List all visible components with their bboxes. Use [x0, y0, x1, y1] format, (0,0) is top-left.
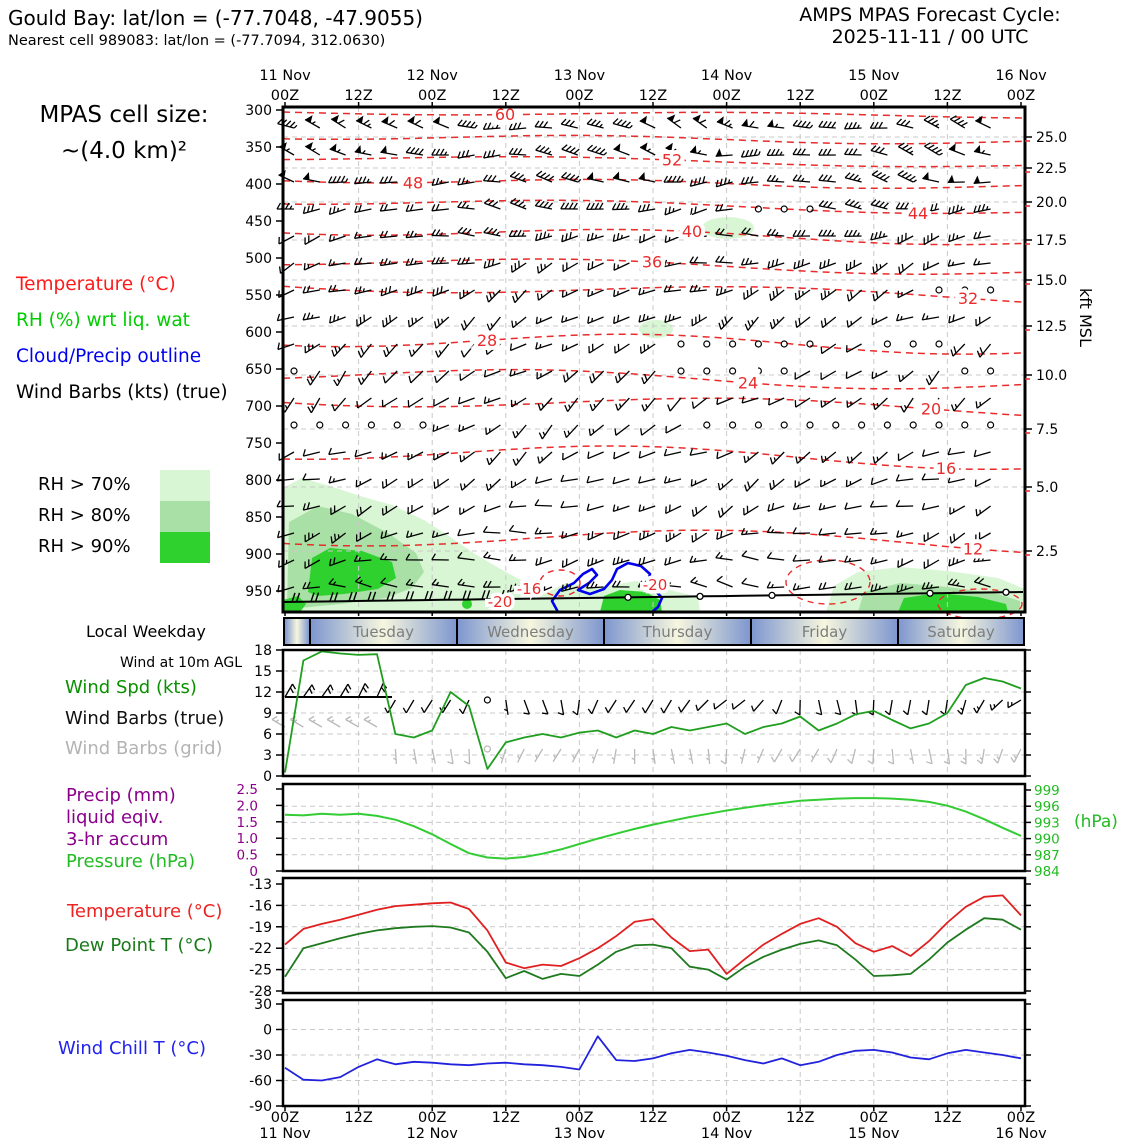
svg-text:11 Nov: 11 Nov [259, 1126, 311, 1140]
barbs-true-label: Wind Barbs (true) [65, 708, 225, 729]
svg-text:-28: -28 [249, 983, 272, 1000]
svg-text:950: 950 [245, 584, 272, 600]
svg-text:12Z: 12Z [344, 88, 373, 104]
svg-text:36: 36 [641, 252, 663, 272]
weekday-segment-wednesday: Wednesday [456, 619, 603, 644]
svg-text:-19: -19 [249, 919, 272, 936]
svg-text:24: 24 [737, 373, 759, 393]
svg-text:12 Nov: 12 Nov [406, 1126, 458, 1140]
svg-text:30: 30 [254, 997, 272, 1013]
svg-text:990: 990 [1034, 831, 1060, 848]
svg-text:850: 850 [245, 510, 272, 526]
svg-text:-16: -16 [249, 898, 272, 915]
svg-text:14 Nov: 14 Nov [700, 68, 753, 84]
page-title: Gould Bay: lat/lon = (-77.7048, -47.9055) [8, 6, 423, 30]
svg-text:2.5: 2.5 [1036, 544, 1059, 560]
svg-text:14 Nov: 14 Nov [700, 1126, 753, 1140]
svg-text:700: 700 [245, 399, 272, 415]
rh70-label: RH > 70% [38, 474, 131, 495]
cell-size-label [14, 98, 234, 169]
svg-text:15: 15 [254, 664, 272, 680]
weekday-segment-thursday: Thursday [603, 619, 750, 644]
svg-text:15 Nov: 15 Nov [848, 68, 900, 84]
local-weekday-label: Local Weekday [86, 622, 206, 641]
svg-text:32: 32 [957, 288, 979, 308]
pressure-label: Pressure (hPa) [66, 851, 196, 872]
hpa-unit-label: (hPa) [1074, 812, 1118, 832]
barbs-grid-label: Wind Barbs (grid) [65, 738, 223, 759]
windchill-label: Wind Chill T (°C) [58, 1038, 206, 1059]
svg-text:10.0: 10.0 [1036, 368, 1068, 384]
svg-text:300: 300 [245, 103, 272, 119]
svg-text:12Z: 12Z [638, 88, 668, 104]
svg-text:996: 996 [1034, 799, 1060, 816]
svg-text:12 Nov: 12 Nov [406, 68, 458, 84]
svg-text:600: 600 [245, 325, 272, 341]
svg-text:44: 44 [907, 203, 929, 223]
svg-text:16: 16 [935, 459, 957, 479]
svg-text:800: 800 [245, 473, 272, 489]
svg-text:987: 987 [1034, 847, 1060, 864]
svg-text:60: 60 [494, 105, 516, 125]
svg-text:2.5: 2.5 [236, 782, 258, 798]
svg-text:350: 350 [245, 140, 272, 156]
weekday-band [283, 617, 1025, 646]
rh70-swatch [160, 470, 210, 501]
page-subtitle: Nearest cell 989083: lat/lon = (-77.7094, 312.0630) [8, 33, 386, 49]
svg-text:00Z: 00Z [859, 1110, 888, 1126]
svg-text:11 Nov: 11 Nov [259, 68, 311, 84]
svg-text:7.5: 7.5 [1036, 422, 1059, 438]
cell-size-line1: MPAS cell size: [39, 102, 209, 128]
windspd-label: Wind Spd (kts) [65, 677, 197, 698]
svg-text:750: 750 [245, 436, 272, 452]
svg-text:0: 0 [263, 1022, 272, 1039]
precip-label-1: Precip (mm) [66, 785, 176, 806]
svg-text:550: 550 [245, 288, 272, 304]
legend-temperature: Temperature (°C) [16, 274, 176, 295]
rh90-swatch [160, 532, 210, 563]
svg-text:00Z: 00Z [418, 1110, 447, 1126]
svg-text:12Z: 12Z [933, 1110, 962, 1126]
svg-text:16 Nov: 16 Nov [995, 1126, 1047, 1140]
svg-text:-60: -60 [249, 1073, 272, 1090]
dewpoint-label: Dew Point T (°C) [65, 935, 214, 956]
svg-text:12Z: 12Z [933, 88, 962, 104]
svg-text:-25: -25 [249, 962, 272, 979]
rh90-label: RH > 90% [38, 536, 131, 557]
svg-text:2.0: 2.0 [236, 798, 258, 815]
svg-text:16 Nov: 16 Nov [995, 68, 1047, 84]
svg-text:9: 9 [263, 706, 272, 722]
forecast-cycle [730, 4, 1130, 48]
wind10m-title: Wind at 10m AGL [120, 655, 243, 671]
svg-text:-30: -30 [249, 1048, 272, 1064]
svg-text:28: 28 [476, 330, 498, 350]
svg-text:13 Nov: 13 Nov [553, 68, 606, 84]
legend-windbarbs: Wind Barbs (kts) (true) [16, 382, 228, 403]
forecast-cycle-line1: AMPS MPAS Forecast Cycle: [799, 4, 1061, 26]
svg-text:40: 40 [681, 222, 703, 242]
rh80-label: RH > 80% [38, 505, 131, 526]
svg-text:00Z: 00Z [565, 88, 594, 104]
svg-text:13 Nov: 13 Nov [553, 1126, 606, 1140]
kft-axis-label: kft MSL [1076, 288, 1095, 347]
svg-text:400: 400 [245, 177, 272, 193]
svg-text:999: 999 [1034, 783, 1060, 799]
svg-text:-22: -22 [249, 941, 272, 958]
windchill-panel [249, 997, 1047, 1140]
temperature-panel [249, 877, 1031, 1000]
weekday-segment-saturday: Saturday [897, 619, 1023, 644]
svg-text:12Z: 12Z [344, 1110, 373, 1126]
legend-rh: RH (%) wrt liq. wat [16, 310, 190, 331]
weekday-segment-friday: Friday [750, 619, 897, 644]
svg-text:984: 984 [1034, 864, 1060, 880]
svg-text:12Z: 12Z [638, 1110, 668, 1126]
svg-text:12.5: 12.5 [1036, 319, 1068, 335]
temp-label: Temperature (°C) [67, 901, 223, 922]
svg-text:15 Nov: 15 Nov [848, 1126, 900, 1140]
svg-text:3: 3 [263, 748, 272, 764]
precip-pressure-panel [237, 782, 1060, 880]
svg-text:12: 12 [962, 539, 984, 559]
svg-text:650: 650 [245, 362, 272, 378]
svg-text:-90: -90 [249, 1099, 272, 1115]
forecast-cycle-line2: 2025-11-11 / 00 UTC [831, 26, 1029, 48]
svg-text:500: 500 [245, 251, 272, 267]
svg-text:17.5: 17.5 [1036, 233, 1068, 249]
svg-text:00Z: 00Z [565, 1110, 594, 1126]
svg-text:900: 900 [245, 547, 272, 563]
svg-text:00Z: 00Z [1006, 1110, 1036, 1126]
svg-text:0: 0 [263, 769, 272, 785]
svg-text:450: 450 [245, 214, 272, 230]
svg-text:12: 12 [254, 685, 272, 701]
rh80-swatch [160, 501, 210, 532]
weekday-segment-tuesday: Tuesday [309, 619, 456, 644]
svg-text:993: 993 [1034, 815, 1060, 832]
svg-text:12Z: 12Z [491, 1110, 520, 1126]
legend-cloud: Cloud/Precip outline [16, 346, 202, 367]
svg-text:1.5: 1.5 [236, 814, 258, 831]
precip-label-3: 3-hr accum [66, 829, 169, 850]
svg-text:12Z: 12Z [786, 1110, 815, 1126]
cell-size-line2: ~(4.0 km)² [60, 137, 188, 164]
svg-text:00Z: 00Z [712, 88, 741, 104]
weekday-segment-partial [285, 619, 309, 644]
svg-text:1.0: 1.0 [236, 831, 258, 848]
wind-panel [254, 643, 1031, 785]
svg-text:00Z: 00Z [712, 1110, 741, 1126]
svg-text:12Z: 12Z [491, 88, 520, 104]
svg-text:20: 20 [920, 399, 942, 419]
svg-text:-13: -13 [249, 877, 272, 893]
precip-label-2: liquid eqiv. [66, 807, 164, 828]
svg-text:18: 18 [254, 643, 272, 659]
svg-text:00Z: 00Z [1006, 88, 1036, 104]
svg-text:-16: -16 [516, 580, 542, 598]
svg-text:5.0: 5.0 [1036, 480, 1059, 496]
svg-text:6: 6 [263, 727, 272, 743]
svg-text:15.0: 15.0 [1036, 273, 1068, 289]
svg-text:00Z: 00Z [270, 88, 300, 104]
svg-text:0: 0 [249, 864, 258, 880]
svg-text:25.0: 25.0 [1036, 130, 1068, 146]
svg-text:52: 52 [661, 150, 683, 170]
main-section [245, 68, 1067, 619]
svg-text:-20: -20 [642, 576, 668, 594]
svg-text:00Z: 00Z [418, 88, 447, 104]
svg-text:20.0: 20.0 [1036, 195, 1068, 211]
svg-text:48: 48 [402, 173, 424, 193]
svg-text:00Z: 00Z [270, 1110, 300, 1126]
svg-text:22.5: 22.5 [1036, 161, 1068, 177]
svg-text:12Z: 12Z [786, 88, 815, 104]
svg-text:00Z: 00Z [859, 88, 888, 104]
svg-text:0.5: 0.5 [236, 847, 258, 864]
svg-text:-20: -20 [487, 593, 513, 611]
